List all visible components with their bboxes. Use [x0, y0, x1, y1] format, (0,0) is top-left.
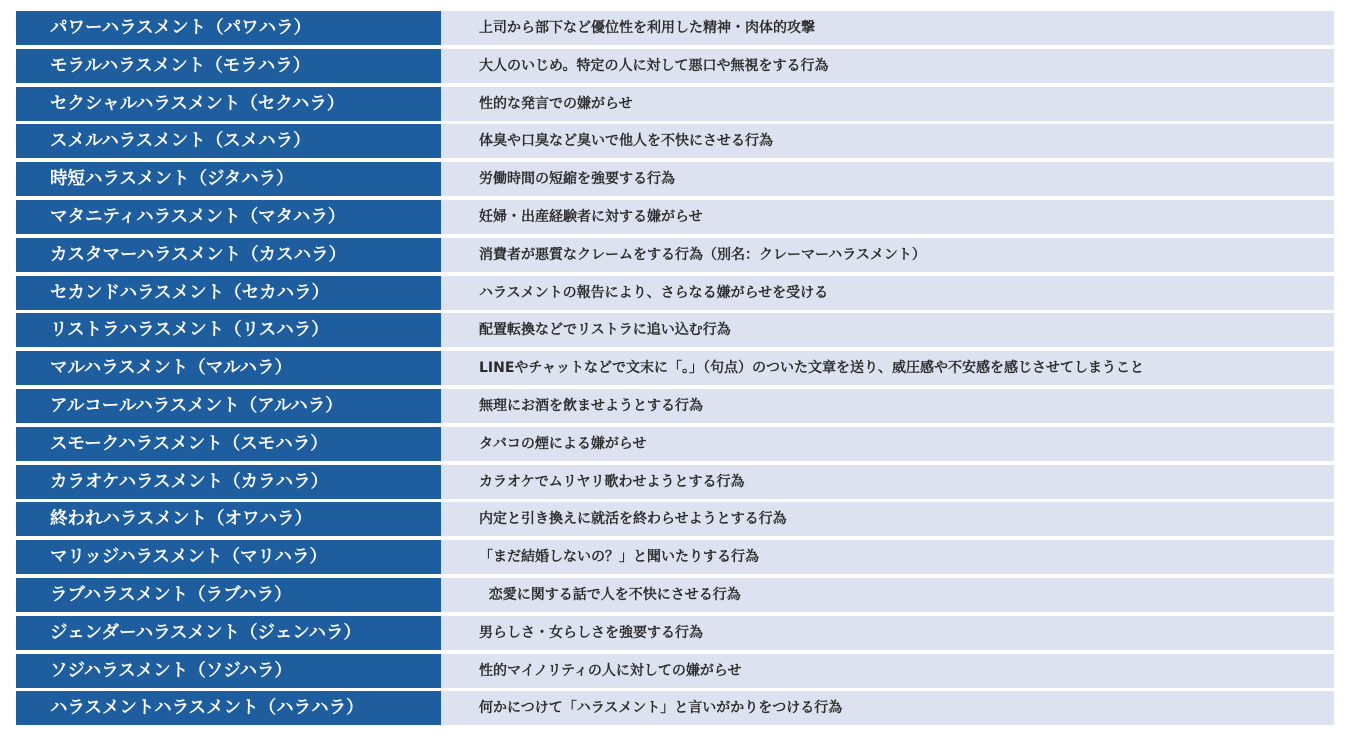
harassment-table: [16, 11, 1334, 729]
harassment-term: ラブハラスメント（ラブハラ）: [16, 578, 441, 612]
harassment-description: 配置転換などでリストラに追い込む行為: [441, 313, 1334, 347]
harassment-term: リストラハラスメント（リスハラ）: [16, 313, 441, 347]
table-row: [16, 49, 1334, 83]
harassment-description: カラオケでムリヤリ歌わせようとする行為: [441, 465, 1334, 499]
harassment-term: セクシャルハラスメント（セクハラ）: [16, 87, 441, 121]
table-row: [16, 124, 1334, 158]
harassment-term: 終われハラスメント（オワハラ）: [16, 502, 441, 536]
table-row: [16, 238, 1334, 272]
harassment-term: マルハラスメント（マルハラ）: [16, 351, 441, 385]
table-row: [16, 87, 1334, 121]
table-row: [16, 389, 1334, 423]
table-row: [16, 276, 1334, 310]
harassment-term: モラルハラスメント（モラハラ）: [16, 49, 441, 83]
table-row: [16, 351, 1334, 385]
harassment-term: カラオケハラスメント（カラハラ）: [16, 465, 441, 499]
harassment-term: セカンドハラスメント（セカハラ）: [16, 276, 441, 310]
table-row: [16, 427, 1334, 461]
harassment-term: マタニティハラスメント（マタハラ）: [16, 200, 441, 234]
harassment-description: 大人のいじめ。特定の人に対して悪口や無視をする行為: [441, 49, 1334, 83]
harassment-term: ハラスメントハラスメント（ハラハラ）: [16, 691, 441, 725]
harassment-term: ソジハラスメント（ソジハラ）: [16, 654, 441, 688]
harassment-description: 労働時間の短縮を強要する行為: [441, 162, 1334, 196]
harassment-description: 恋愛に関する話で人を不快にさせる行為: [441, 578, 1334, 612]
table-row: [16, 465, 1334, 499]
harassment-term: ジェンダーハラスメント（ジェンハラ）: [16, 616, 441, 650]
harassment-description: 性的な発言での嫌がらせ: [441, 87, 1334, 121]
harassment-term: アルコールハラスメント（アルハラ）: [16, 389, 441, 423]
harassment-term: スモークハラスメント（スモハラ）: [16, 427, 441, 461]
harassment-description: ハラスメントの報告により、さらなる嫌がらせを受ける: [441, 276, 1334, 310]
table-row: [16, 313, 1334, 347]
harassment-description: 無理にお酒を飲ませようとする行為: [441, 389, 1334, 423]
harassment-description: LINEやチャットなどで文末に「。」（句点）のついた文章を送り、威圧感や不安感を感じさせてしまうこと: [441, 351, 1334, 385]
harassment-term: パワーハラスメント（パワハラ）: [16, 11, 441, 45]
harassment-term: スメルハラスメント（スメハラ）: [16, 124, 441, 158]
harassment-description: 何かにつけて「ハラスメント」と言いがかりをつける行為: [441, 691, 1334, 725]
harassment-description: タバコの煙による嫌がらせ: [441, 427, 1334, 461]
harassment-description: 内定と引き換えに就活を終わらせようとする行為: [441, 502, 1334, 536]
harassment-description: 「まだ結婚しないの？」と聞いたりする行為: [441, 540, 1334, 574]
harassment-term: マリッジハラスメント（マリハラ）: [16, 540, 441, 574]
harassment-description: 妊婦・出産経験者に対する嫌がらせ: [441, 200, 1334, 234]
harassment-description: 男らしさ・女らしさを強要する行為: [441, 616, 1334, 650]
harassment-description: 消費者が悪質なクレームをする行為（別名：クレーマーハラスメント）: [441, 238, 1334, 272]
table-row: [16, 691, 1334, 725]
table-row: [16, 11, 1334, 45]
harassment-description: 上司から部下など優位性を利用した精神・肉体的攻撃: [441, 11, 1334, 45]
table-row: [16, 540, 1334, 574]
harassment-term: カスタマーハラスメント（カスハラ）: [16, 238, 441, 272]
table-row: [16, 654, 1334, 688]
table-row: [16, 502, 1334, 536]
table-row: [16, 200, 1334, 234]
table-row: [16, 578, 1334, 612]
harassment-term: 時短ハラスメント（ジタハラ）: [16, 162, 441, 196]
table-row: [16, 162, 1334, 196]
harassment-description: 性的マイノリティの人に対しての嫌がらせ: [441, 654, 1334, 688]
harassment-description: 体臭や口臭など臭いで他人を不快にさせる行為: [441, 124, 1334, 158]
table-row: [16, 616, 1334, 650]
